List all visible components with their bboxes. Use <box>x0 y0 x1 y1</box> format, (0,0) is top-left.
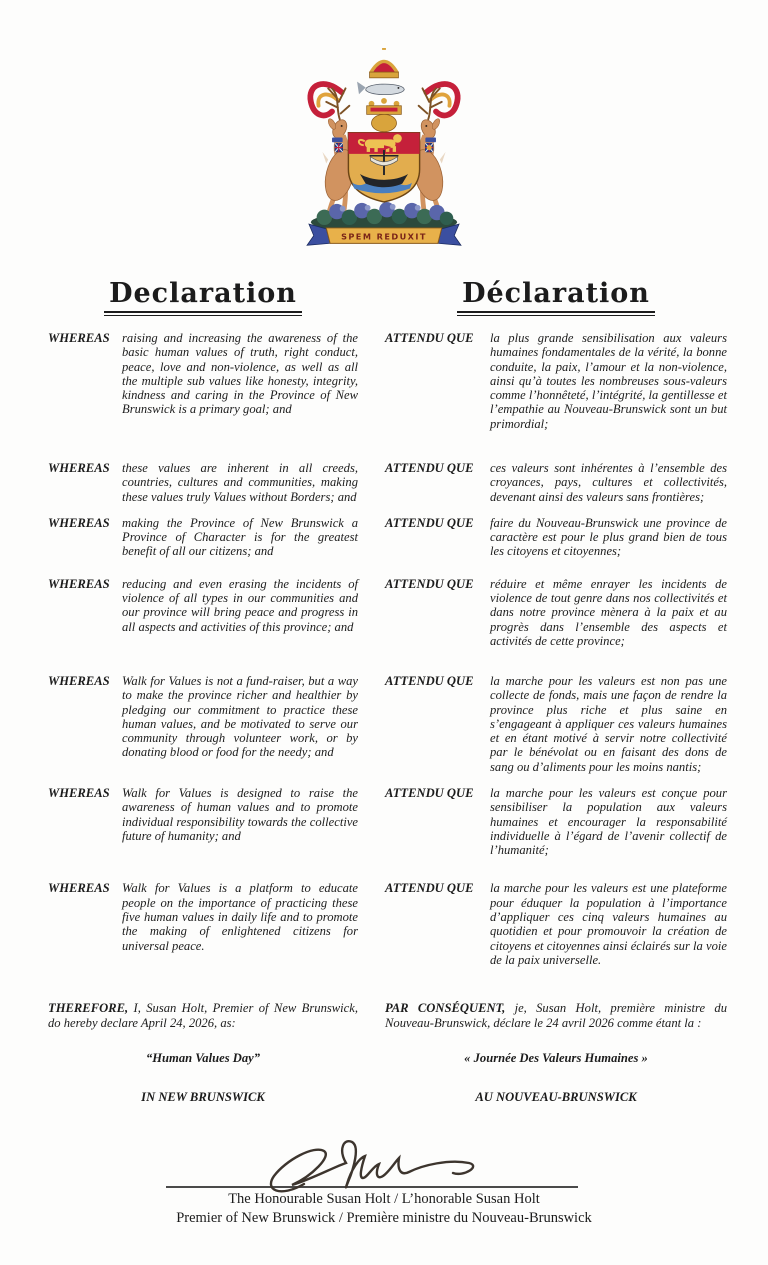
therefore-lead: THEREFORE, <box>48 1001 129 1016</box>
shield <box>348 133 419 202</box>
attendu-text-french: la plus grande sensibilisation aux valeurs humaines fondamentales de la vérité, la bonne conduite, la paix, l’amour et la non-violence, ainsi qu’à toutes les nombreuses sous-valeurs comme l’honnêteté, l’intégrité, la gentillesse et l’empathie au Nouveau-Brunswick sont un but primordial; <box>490 331 727 431</box>
motto-text: SPEM REDUXIT <box>341 231 427 242</box>
clauses-section <box>0 331 768 967</box>
proclamation-english <box>48 1001 358 1105</box>
whereas-text-english: Walk for Values is a platform to educate people on the importance of practicing these five human values in daily life and to promote the making of enlightened citizens for universal peace. <box>122 881 358 953</box>
day-name-english: “Human Values Day” <box>145 1051 261 1066</box>
proclamation-french <box>385 1001 727 1105</box>
whereas-label: WHEREAS <box>48 881 110 896</box>
declaration-heading-french: Déclaration <box>457 278 655 313</box>
signatory-title: Premier of New Brunswick / Première ministre du Nouveau-Brunswick <box>176 1209 592 1226</box>
attendu-label: ATTENDU QUE <box>385 786 474 801</box>
signature-block <box>0 1132 768 1227</box>
heading-english-wrap <box>48 278 358 313</box>
consequent-paragraph <box>385 1001 727 1031</box>
attendu-text-french: la marche pour les valeurs est une plateforme pour éduquer la population à l’importance d’appliquer ces cinq valeurs humaines au quotidien et pour promouvoir la création de citoyens et citoyennes ainsi éclairés sur la voie de la paix universelle. <box>490 881 727 967</box>
therefore-body: I, Susan Holt, Premier of New Brunswick, do hereby declare April 24, 2026, as: <box>48 1001 358 1031</box>
attendu-text-french: la marche pour les valeurs est conçue pour sensibiliser la population aux valeurs humaines et encourager la responsabilité individuelle à l’égard de l’avenir collectif de l’humanité; <box>490 786 727 858</box>
whereas-label: WHEREAS <box>48 460 110 475</box>
coat-of-arms-container <box>0 0 768 252</box>
consequent-body: je, Susan Holt, première ministre du Nouveau-Brunswick, déclare le 24 avril 2026 comme étant la : <box>385 1001 727 1031</box>
attendu-label: ATTENDU QUE <box>385 460 474 475</box>
whereas-text-english: these values are inherent in all creeds, countries, cultures and communities, making these values truly Values without Borders; and <box>122 460 358 504</box>
whereas-text-english: Walk for Values is not a fund-raiser, but a way to make the province richer and healthier by pledging our commitment to practice these human values, and be motivated to serve our community through volunteer work, or by donating blood or food for the needy; and <box>122 674 358 760</box>
whereas-label: WHEREAS <box>48 786 110 801</box>
whereas-label: WHEREAS <box>48 515 110 530</box>
whereas-text-english: Walk for Values is designed to raise the awareness of human values and to promote individual responsibility towards the collective future of humanity; and <box>122 786 358 843</box>
clause-row-7 <box>0 881 768 967</box>
attendu-text-french: faire du Nouveau-Brunswick une province de caractère est pour le plus grand bien de tous les citoyens et citoyennes; <box>490 515 727 559</box>
whereas-text-english: reducing and even erasing the incidents of violence of all types in our communities and our province will bring peace and progress in all aspects and activities of this province; and <box>122 576 358 634</box>
attendu-label: ATTENDU QUE <box>385 576 474 591</box>
crest-crown-and-salmon <box>357 48 405 132</box>
consequent-lead: PAR CONSÉQUENT, <box>385 1001 506 1016</box>
attendu-label: ATTENDU QUE <box>385 515 474 530</box>
attendu-label: ATTENDU QUE <box>385 674 474 689</box>
clause-row-6 <box>0 786 768 857</box>
whereas-label: WHEREAS <box>48 331 110 345</box>
attendu-label: ATTENDU QUE <box>385 881 474 896</box>
clause-row-5 <box>0 674 768 774</box>
signatory-name: The Honourable Susan Holt / L’honorable Susan Holt <box>228 1190 540 1207</box>
clause-row-2 <box>0 461 768 504</box>
heading-french-wrap <box>385 278 727 313</box>
signature-line <box>166 1186 578 1188</box>
attendu-text-french: réduire et même enrayer les incidents de violence de tout genre dans nos collectivités et dans notre province mènera à la paix et au progrès dans l’ensemble des aspects et activités de cette province; <box>490 576 727 648</box>
nb-coat-of-arms-icon <box>280 48 488 252</box>
place-name-english: IN NEW BRUNSWICK <box>141 1090 265 1105</box>
declaration-heading-english: Declaration <box>104 278 302 313</box>
whereas-text-english: raising and increasing the awareness of the basic human values of truth, right conduct, peace, love and non-violence, as well as all the multiple sub values like honesty, integrity, kindness and caring in the Province of New Brunswick is a primary goal; and <box>122 331 358 417</box>
attendu-label: ATTENDU QUE <box>385 331 474 345</box>
day-name-french: « Journée Des Valeurs Humaines » <box>464 1051 648 1066</box>
whereas-text-english: making the Province of New Brunswick a Province of Character is for the greatest benefit of all our citizens; and <box>122 515 358 559</box>
whereas-label: WHEREAS <box>48 674 110 689</box>
clause-row-3 <box>0 516 768 559</box>
clause-row-4 <box>0 577 768 648</box>
clause-row-1 <box>0 331 768 431</box>
attendu-text-french: ces valeurs sont inhérentes à l’ensemble des croyances, pays, cultures et collectivités, devenant ainsi des valeurs sans frontières; <box>490 460 727 504</box>
whereas-label: WHEREAS <box>48 576 110 591</box>
therefore-paragraph <box>48 1001 358 1031</box>
attendu-text-french: la marche pour les valeurs est non pas une collecte de fonds, mais une façon de rendre la province plus riche et plus saine en s’engageant à appliquer ces valeurs humaines et en étant motivé à servir notre collectivité par le bénévolat ou en faisant des dons de sang ou d’aliments pour les moins nantis; <box>490 674 727 774</box>
place-name-french: AU NOUVEAU-BRUNSWICK <box>475 1090 637 1105</box>
headings-row <box>0 278 768 313</box>
proclamation-section <box>0 1001 768 1105</box>
